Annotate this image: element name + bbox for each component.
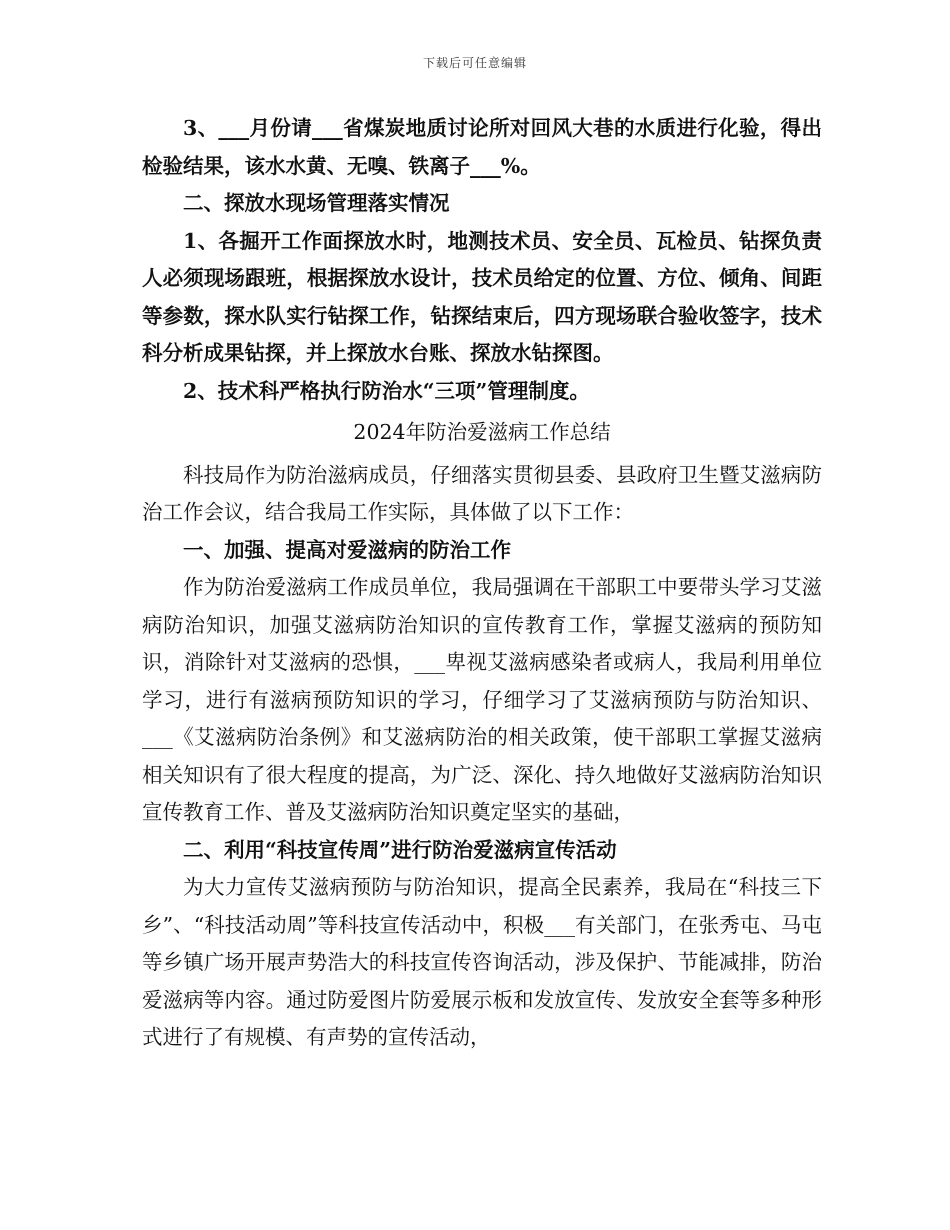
body-paragraph-1: 作为防治爱滋病工作成员单位，我局强调在干部职工中要带头学习艾滋病防治知识，加强艾滋病防治知识的宣传教育工作，掌握艾滋病的预防知识，消除针对艾滋病的恐惧，___卑视艾滋病感染者或病人，我局利用单位学习，进行有滋病预防知识的学习，仔细学习了艾滋病预防与防治知识、___《艾滋病防治条例》和艾滋病防治的相关政策，使干部职工掌握艾滋病相关知识有了很大程度的提高，为广泛、深化、持久地做好艾滋病防治知识宣传教育工作、普及艾滋病防治知识奠定坚实的基础， xyxy=(142,575,822,824)
body-paragraph-2: 为大力宣传艾滋病预防与防治知识，提高全民素养，我局在“科技三下乡”、“科技活动周”等科技宣传活动中，积极___有关部门，在张秀屯、马屯等乡镇广场开展声势浩大的科技宣传咨询活动，涉及保护、节能减排，防治爱滋病等内容。通过防爱图片防爱展示板和发放宣传、发放安全套等多种形式进行了有规模、有声势的宣传活动， xyxy=(142,875,822,1049)
page-header: 下载后可任意编辑 xyxy=(422,56,527,70)
intro-paragraph: 科技局作为防治滋病成员，仔细落实贯彻县委、县政府卫生暨艾滋病防治工作会议，结合我局工作实际，具体做了以下工作： xyxy=(142,462,822,524)
document-body xyxy=(142,110,822,1057)
paragraph-item-2: 2、技术科严格执行防治水“三项”管理制度。 xyxy=(183,378,590,403)
section-heading-2: 二、探放水现场管理落实情况 xyxy=(183,191,450,215)
section-heading-1: 一、加强、提高对爱滋病的防治工作 xyxy=(183,537,511,562)
document-title: 2024年防治爱滋病工作总结 xyxy=(353,420,611,444)
section-heading-2b: 二、利用“科技宣传周”进行防治爱滋病宣传活动 xyxy=(183,837,617,862)
paragraph-item-3: 3、___月份请___省煤炭地质讨论所对回风大巷的水质进行化验，得出检验结果，该水水黄、无嗅、铁离子___%。 xyxy=(142,116,822,178)
paragraph-item-1: 1、各掘开工作面探放水时，地测技术员、安全员、瓦检员、钻探负责人必须现场跟班，根据探放水设计，技术员给定的位置、方位、倾角、间距等参数，探水队实行钻探工作，钻探结束后，四方现场联合验收签字，技术科分析成果钻探，并上探放水台账、探放水钻探图。 xyxy=(142,228,822,365)
